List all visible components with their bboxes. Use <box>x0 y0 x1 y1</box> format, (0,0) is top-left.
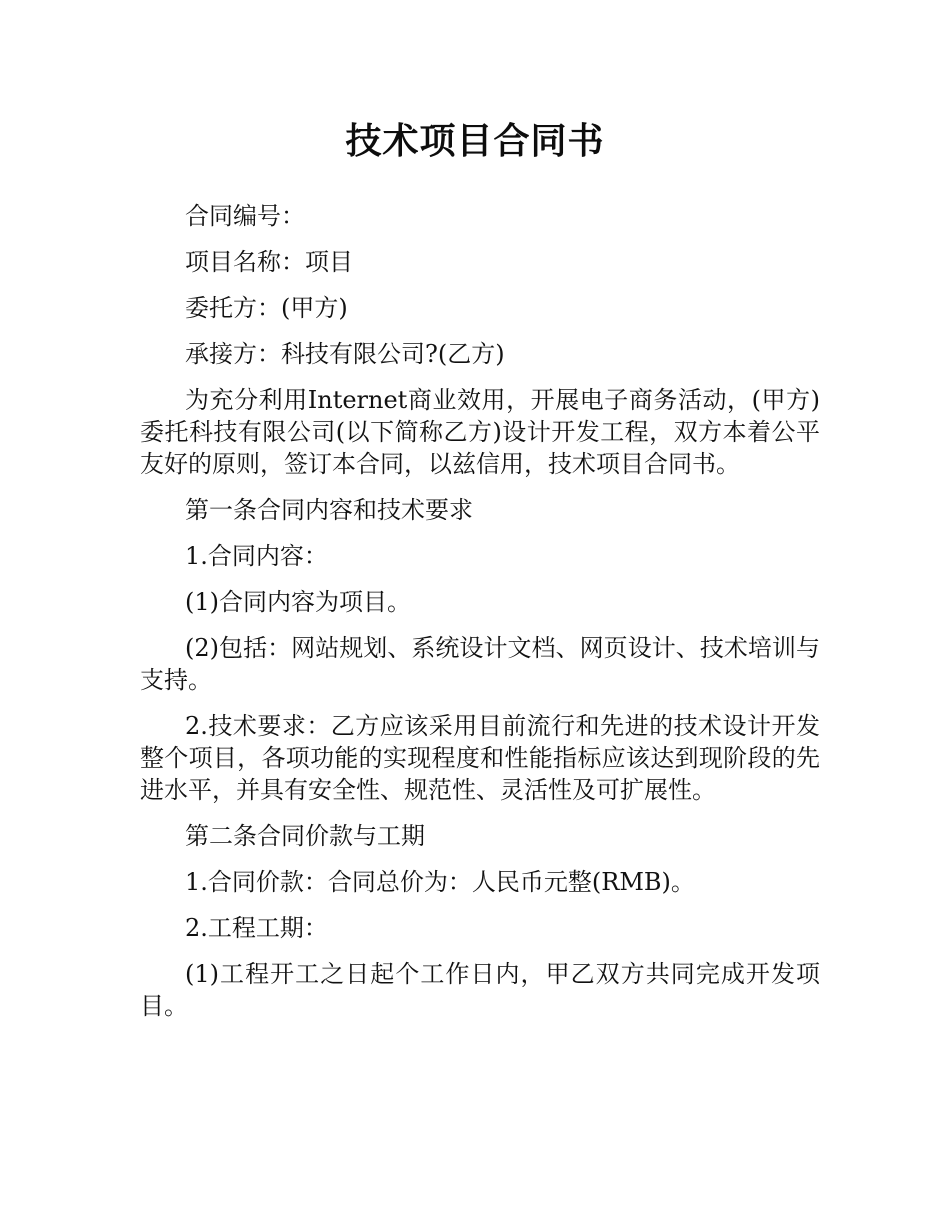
document-title: 技术项目合同书 <box>345 121 605 162</box>
contract-content-item-2: (2)包括：网站规划、系统设计文档、网页设计、技术培训与支持。 <box>140 634 820 694</box>
project-duration-item-1: (1)工程开工之日起个工作日内，甲乙双方共同完成开发项目。 <box>140 960 820 1020</box>
document-body <box>140 200 820 1036</box>
project-duration-heading: 2.工程工期： <box>185 914 328 942</box>
contractor-party-line: 承接方：科技有限公司?(乙方) <box>185 340 505 368</box>
client-party-line: 委托方：(甲方) <box>185 294 348 322</box>
contract-price-line: 1.合同价款：合同总价为：人民币元整(RMB)。 <box>185 868 695 896</box>
contract-number-line: 合同编号： <box>185 202 305 230</box>
project-name-line: 项目名称：项目 <box>185 248 353 276</box>
technical-requirements-paragraph: 2.技术要求：乙方应该采用目前流行和先进的技术设计开发整个项目，各项功能的实现程度和性能指标应该达到现阶段的先进水平，并具有安全性、规范性、灵活性及可扩展性。 <box>140 712 820 804</box>
contract-content-heading: 1.合同内容： <box>185 542 328 570</box>
intro-paragraph: 为充分利用Internet商业效用，开展电子商务活动，(甲方)委托科技有限公司(以下简称乙方)设计开发工程，双方本着公平友好的原则，签订本合同，以兹信用，技术项目合同书。 <box>140 386 820 478</box>
contract-content-item-1: (1)合同内容为项目。 <box>185 588 411 616</box>
article-1-heading: 第一条合同内容和技术要求 <box>185 496 473 524</box>
article-2-heading: 第二条合同价款与工期 <box>185 822 425 850</box>
